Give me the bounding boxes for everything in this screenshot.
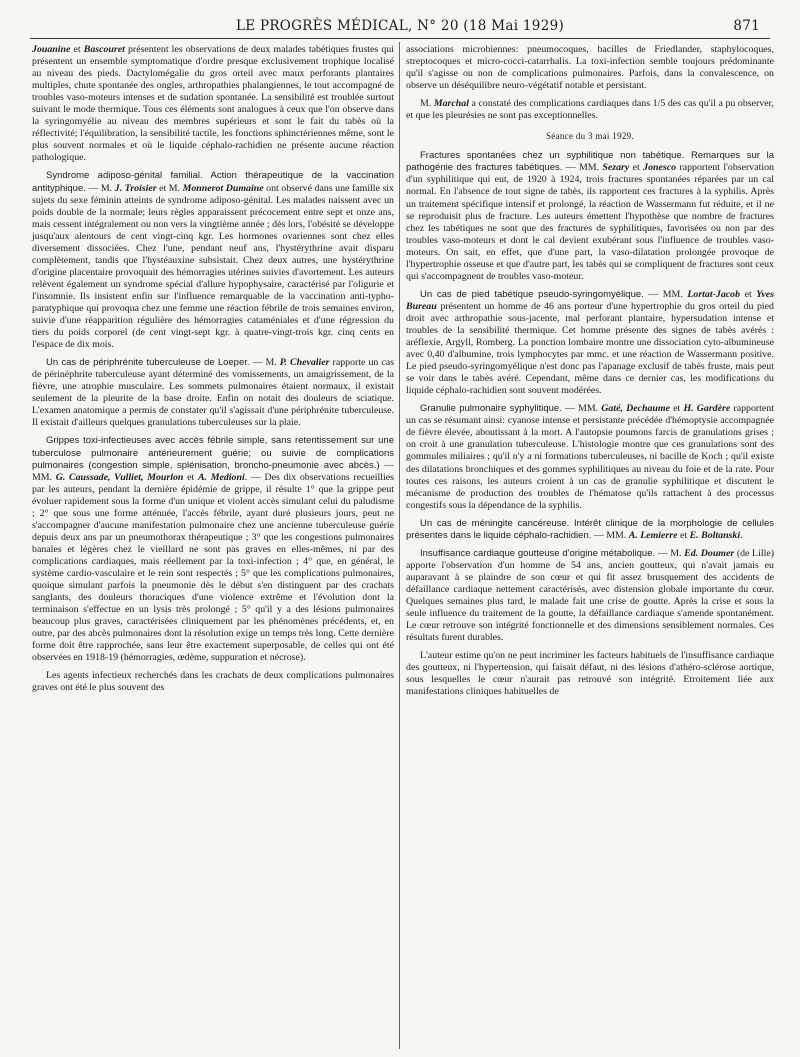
journal-title: LE PROGRÈS MÉDICAL, N° 20 (18 Mai 1929) <box>235 18 565 34</box>
paragraph: Les agents infectieux recherchés dans les crachats de deux complications pulmonaires graves ont été le plus souvent des <box>32 670 394 694</box>
page-number: 871 <box>733 18 760 34</box>
column-divider <box>399 42 400 1049</box>
paragraph: Insuffisance cardiaque goutteuse d'origine métabolique. — M. Ed. Doumer (de Lille) apporte l'observation d'un homme de 54 ans, ancien goutteux, qui n'avait jamais eu auparavant à se plaindre de son cœur et qui fit assez brusquement des accidents de défaillance cardiaque nettement caractérisés, avec distension globale importante du cœur. Quelques semaines plus tard, le malade fait une crise de goutte. Après la crise et sous la seule influence du traitement de la goutte, la défaillance cardiaque s'amende spontanément. Le cœur retrouve son intégrité fonctionnelle et des dimensions sensiblement normales. Ces résultats furent durables. <box>406 547 774 644</box>
paragraph: Un cas de périphrénite tuberculeuse de Loeper. — M. P. Chevalier rapporte un cas de périnéphrite tuberculeuse ayant déterminé des vomissements, un amaigrissement, de la fièvre, une atrophie musculaire. Les sommets pulmonaires étaient normaux, il existait seulement de la pleurite de la base droite. Enfin on notait des douleurs de sciatique. L'examen anatomique a permis de constater qu'il s'agissait d'une périphrénite tuberculeuse. Il existait d'ailleurs quelques granulations tuberculeuses sur la plaie. <box>32 357 394 429</box>
paragraph: associations microbiennes: pneumocoques, bacilles de Friedlander, staphylocoques, streptocoques et micro-cocci-catarrhalis. La toxi-infection semble toujours prédominante qu'il s'agisse ou non de complications pulmonaires. Parfois, dans la convalescence, on observe un déséquilibre neuro-végétatif notable et persistant. <box>406 44 774 92</box>
paragraph: Jouanine et Bascouret présentent les observations de deux malades tabétiques frustes qui présentent un ensemble symptomatique d'ordre presque exclusivement trophique localisé au niveau des pieds. Dactylomégalie du gros orteil avec maux perforants plantaires multiples, chute spontanée des ongles, arthropathies phalangiennes, le tout accompagné de troubles vaso-moteurs intenses et de sudation spontanée. La sensibilité est troublée surtout suivant le mode thermique. Tous ces éléments sont analogues à ceux que l'on observe dans la syringomyélie au niveau des membres supérieurs et sont le fait du tabès où la réflectivité; l'équilibration, la sensibilité tactile, les fonctions sphinctériennes même, sont le plus souvent normales et où le liquide céphalo-rachidien ne présente aucune réaction pathologique. <box>32 44 394 164</box>
section-title: Grippes toxi-infectieuses avec accès fébrile simple, sans retentissement sur une tuberculose pulmonaire antérieurement guérie; ou suivie de complications pulmonaires (congestion simple, splénisation, broncho-pneumonie avec abcès.) <box>32 435 394 471</box>
section-title: Un cas de méningite cancéreuse. Intérêt clinique de la morphologie de cellules présentes dans le liquide céphalo-rachidien. <box>406 517 774 541</box>
paragraph: Fractures spontanées chez un syphilitique non tabétique. Remarques sur la pathogénie des fractures tabétiques. — MM. Sezary et Jonesco rapportent l'observation d'un syphilitique qui eut, de 1920 à 1924, trois fractures spontanées réparées par un cal normal. En l'absence de tout signe de tabès, ils rapportent ces fractures à la syphilis. Après un traitement spécifique intensif et prolongé, la réaction de Wassermann fut réduite, et il ne se reproduisit plus de fracture. Les auteurs émettent l'hypothèse que nombre de fractures chez les tabétiques ne sont que des fractures de syphilitiques, favorisées ou non par des troubles vaso-moteurs et dont le cal devient exubérant sous l'influence de troubles vaso-moteurs. On sait, en effet, que d'une part, la vaso-dilatation prolongée provoque de l'hypertrophie osseuse et que d'autre part, les tabès qui se compliquent de fractures sont ceux qui s'accompagnent de troubles vaso-moteur. <box>406 150 774 282</box>
section-title: Syndrome adiposo-génital familial. Action thérapeutique de la vaccination antityphique. <box>32 170 394 194</box>
section-title: Granulie pulmonaire syphylitique. <box>420 403 562 415</box>
paragraph: M. Marchal a constaté des complications cardiaques dans 1/5 des cas qu'il a pu observer, et que les pleurésies ne sont pas exceptionnelles. <box>406 98 775 122</box>
paragraph: Granulie pulmonaire syphylitique. — MM. Gaté, Dechaume et H. Gardère rapportent un cas se résumant ainsi: cyanose intense et persistante précédée d'hémoptysie accompagnée de fièvre élevée, aboutissant à la mort. A l'autopsie poumons farcis de granulations grises ; on croit à une granulation tuberculeuse. L'histologie montre que ces granulations sont des gommules miliaires ; qu'il n'y a ni formations tuberculeuses, ni bacille de Koch ; qu'il existe des dilatations bronchiques et des gommes syphilitiques au niveau du foie et de la rate. Pour toutes ces raisons, les auteurs croient à un cas de granulie syphilitique et discutent le mécanisme de production des troubles de l'hématose qu'ils rattachent à des processus congestifs sous la dépendance de la syphilis. <box>406 403 774 511</box>
paragraph: L'auteur estime qu'on ne peut incriminer les facteurs habituels de l'insuffisance cardiaque des goutteux, ni l'hypertension, qui faisait défaut, ni des lésions d'athéro-sclérose aortique, sous lesquelles le cœur n'aurait pas retrouvé son intégrité. Etroitement liée aux manifestations cliniques habituelles de <box>406 650 774 698</box>
left-column <box>32 44 394 700</box>
section-title: Insuffisance cardiaque goutteuse d'origine métabolique. <box>420 547 656 559</box>
section-title: Un cas de périphrénite tuberculeuse de Loeper. <box>46 357 250 369</box>
session-date: Séance du 3 mai 1929. <box>545 131 635 142</box>
paragraph: Un cas de méningite cancéreuse. Intérêt clinique de la morphologie de cellules présentes dans le liquide céphalo-rachidien. — MM. A. Lemierre et E. Boltanski. <box>406 517 774 541</box>
right-column <box>406 44 774 704</box>
header-rule <box>30 38 770 39</box>
paragraph: Grippes toxi-infectieuses avec accès fébrile simple, sans retentissement sur une tuberculose pulmonaire antérieurement guérie; ou suivie de complications pulmonaires (congestion simple, splénisation, broncho-pneumonie avec abcès.) — MM. G. Caussade, Vulliet, Mourlon et A. Medioni. — Des dix observations recueillies par les auteurs, pendant la dernière épidémie de grippe, il résulte 1° que la grippe peut évoluer rapidement sous la forme d'un unique et violent accès simulant celui du paludisme ; 2° que sous une forme atténuée, l'accès fébrile, ayant duré plusieurs jours, peut ne s'accompagner d'aucune manifestation pulmonaire chez une ancienne tuberculeuse guérie depuis deux ans par un pneumothorax thérapeutique ; 3° que les congestions pulmonaires banales et légères chez le vieillard ne sont pas graves en elles-mêmes, ni par des complications cardiaques, mais réellement par la toxi-infection ; 4° que, en général, le système cardio-vasculaire et le rein sont respectés ; 5° que les complications pulmonaires, quoique simulant parfois la pneumonie dès le début s'en distinguent par des crachats sanglants, des douleurs thoraciques d'une violence extrême et l'évolution dont la terminaison s'effectue en un lysis très prolongé ; 5° qu'il y a des lésions pulmonaires beaucoup plus graves, caractérisées cliniquement par les phénomènes précédents, et, en outre, par des abcès pulmonaires dont la résolution exige un temps très long. Cette dernière forme doit être rapprochée, sans leur être exactement superposable, de celles qui ont été observées en 1918-19 (hémorragies, œdème, suppuration et nécrose). <box>32 435 395 664</box>
section-title: Un cas de pied tabétique pseudo-syringomyélique. <box>420 288 644 300</box>
paragraph: Syndrome adiposo-génital familial. Action thérapeutique de la vaccination antityphique. — M. J. Troisier et M. Monnerot Dumaine ont observé dans une famille six sujets du sexe féminin atteints de syndrome adiposo-génital. Les malades naissent avec un poids double de la normale; leurs règles apparaissent précocement entre sept et onze ans, mais cessent intégralement ou non vers la vingtième année ; dès lors, l'obésité se développe jusqu'aux alentours de cent vingt-cinq kgr. Les hormones ovariennes sont chez elles diversement dissociées. Chez l'une, pendant neuf ans, l'hystérythrine avait disparu complètement, tandis que l'hystéauxine subsistait. Chez deux autres, une hystérythrine d'origine placentaire provoquait des hémorragies utérines suivies d'avortement. Les auteurs relèvent également un syndrome spécial d'allure hypophysaire, caractérisé par l'oligurie et l'insomnie. Ils insistent enfin sur l'influence remarquable de la vaccination anti-typho-paratyphique qui provoqua chez une femme une réaction fébrile de trois semaines environ, suivie d'une réapparition régulière des hémorragies cataméniales et d'une régression du tiers du poids corporel (de cent vingt-sept kgr. à quatre-vingt-trois kgr. cinq cents en l'espace de dix mois. <box>32 170 394 351</box>
section-title: Fractures spontanées chez un syphilitique non tabétique. Remarques sur la pathogénie des fractures tabétiques. <box>406 150 774 174</box>
page-header <box>30 18 770 36</box>
paragraph: Un cas de pied tabétique pseudo-syringomyélique. — MM. Lortat-Jacob et Yves Bureau présentent un homme de 46 ans porteur d'une hypertrophie du gros orteil du pied droit avec arthropathie sous-jacente, mal perforant plantaire, hypersudation intense et troubles de la sensibilité thermique. Cet homme présente des signes de tabès avérés : aréflexie, Argyll, Romberg. La ponction lombaire montre une dissociation cyto-albumineuse avec 0,40 d'albumine, trois lymphocytes par mmc. et une réaction de Wassermann positive. Le pied pseudo-syringomyélique n'est donc pas l'apanage exclusif de tabès fruste, mais peut se voir dans le tabès avéré. Cependant, même dans ce dernier cas, les modifications du liquide céphalo-rachidien sont souvent modérées. <box>406 288 774 397</box>
